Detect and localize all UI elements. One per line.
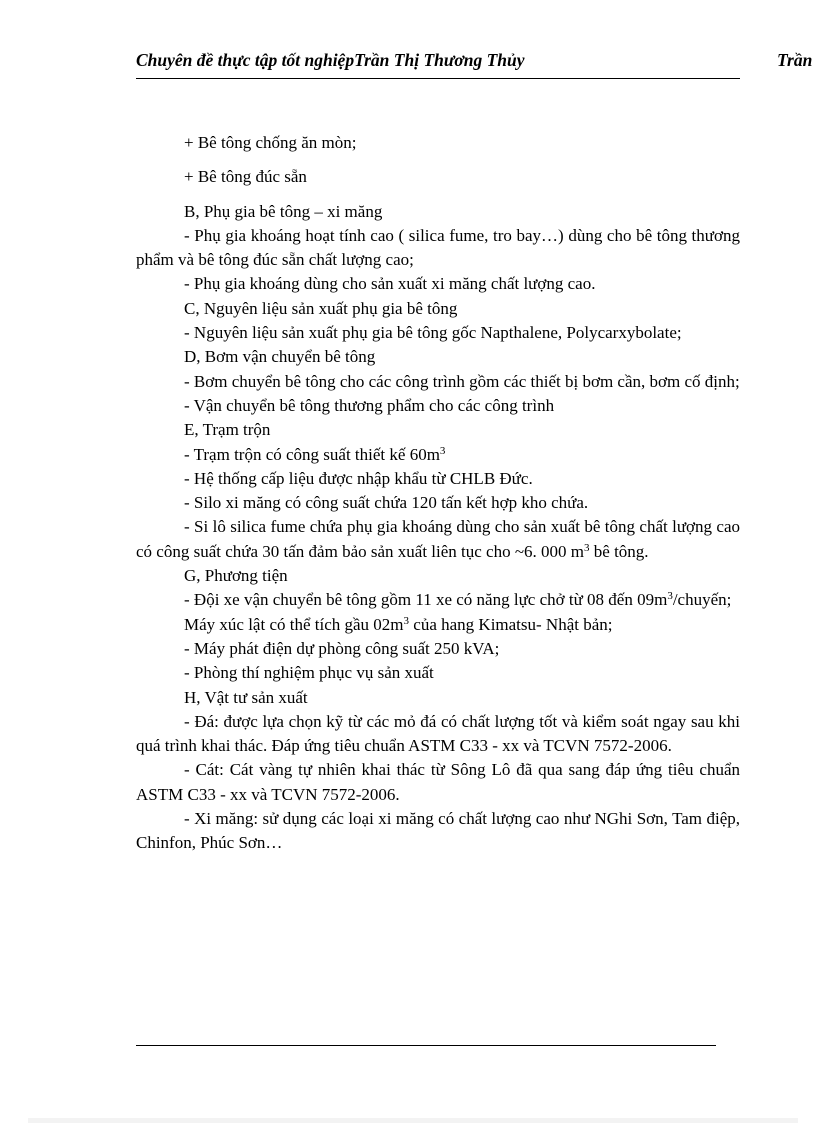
paragraph-text: - Trạm trộn có công suất thiết kế 60m bbox=[184, 444, 440, 464]
page-header bbox=[0, 50, 816, 78]
section-heading-e: E, Trạm trộn bbox=[184, 420, 271, 440]
paragraph: - Hệ thống cấp liệu được nhập khẩu từ CHLB Đức. bbox=[184, 468, 533, 488]
list-item-precast: + Bê tông đúc sẵn bbox=[184, 167, 307, 187]
list-item-anticorrosion: + Bê tông chống ăn mòn; bbox=[184, 133, 357, 152]
section-heading-d: D, Bơm vận chuyển bê tông bbox=[184, 347, 376, 367]
paragraph bbox=[136, 443, 740, 467]
paragraph: - Cát: Cát vàng tự nhiên khai thác từ Sông Lô đã qua sang đáp ứng tiêu chuẩn ASTM C33 - xx và TCVN 7572-2006. bbox=[136, 760, 740, 804]
paragraph bbox=[136, 613, 740, 637]
paragraph: - Đá: được lựa chọn kỹ từ các mỏ đá có chất lượng tốt và kiểm soát ngay sau khi quá trình khai thác. Đáp ứng tiêu chuẩn ASTM C33 - xx và TCVN 7572-2006. bbox=[136, 711, 740, 756]
paragraph: - Máy phát điện dự phòng công suất 250 kVA; bbox=[184, 638, 500, 658]
paragraph-text: - Đội xe vận chuyển bê tông gồm 11 xe có năng lực chở từ 08 đến 09m bbox=[184, 590, 668, 610]
paragraph: - Phụ gia khoáng dùng cho sản xuất xi măng chất lượng cao. bbox=[184, 274, 596, 294]
page-bottom-edge bbox=[28, 1118, 798, 1123]
paragraph: - Phụ gia khoáng hoạt tính cao ( silica fume, tro bay…) dùng cho bê tông thương phẩm và bê tông đúc sẵn chất lượng cao; bbox=[136, 225, 740, 270]
paragraph: - Nguyên liệu sản xuất phụ gia bê tông gốc Napthalene, Polycarxybolate; bbox=[184, 323, 682, 343]
paragraph-text: bê tông. bbox=[593, 541, 649, 561]
section-heading-c: C, Nguyên liệu sản xuất phụ gia bê tông bbox=[184, 298, 458, 318]
section-heading-g: G, Phương tiện bbox=[184, 566, 288, 586]
paragraph-text: /chuyến; bbox=[672, 590, 732, 610]
paragraph: - Xi măng: sử dụng các loại xi măng có chất lượng cao như NGhi Sơn, Tam điệp, Chinfon, Phúc Sơn… bbox=[136, 809, 740, 853]
paragraph: - Phòng thí nghiệm phục vụ sản xuất bbox=[184, 663, 434, 683]
header-title: Chuyên đề thực tập tốt nghiệpTrần Thị Thương Thủy bbox=[136, 50, 525, 70]
paragraph bbox=[136, 588, 740, 612]
paragraph-text: - Si lô silica fume chứa phụ gia khoáng dùng cho sản xuất bê tông chất lượng cao có công suất chứa 30 tấn đảm bảo sản xuất liên tục cho ~6. 000 m bbox=[136, 517, 740, 561]
document-body bbox=[136, 131, 740, 856]
superscript: 3 bbox=[439, 444, 446, 457]
paragraph: - Silo xi măng có công suất chứa 120 tấn kết hợp kho chứa. bbox=[184, 493, 589, 513]
superscript: 3 bbox=[667, 590, 673, 603]
section-heading-b: B, Phụ gia bê tông – xi măng bbox=[184, 201, 383, 221]
section-heading-h: H, Vật tư sản xuất bbox=[184, 687, 308, 707]
paragraph bbox=[136, 515, 740, 564]
paragraph-text: Máy xúc lật có thể tích gầu 02m bbox=[184, 614, 404, 634]
footer-rule bbox=[136, 1045, 716, 1046]
superscript: 3 bbox=[584, 541, 590, 554]
paragraph: - Bơm chuyển bê tông cho các công trình gồm các thiết bị bơm cần, bơm cố định; bbox=[184, 371, 740, 391]
header-author-overflow: Trần bbox=[777, 50, 813, 70]
paragraph-text: của hang Kimatsu- Nhật bản; bbox=[409, 614, 613, 634]
paragraph: - Vận chuyển bê tông thương phẩm cho các công trình bbox=[184, 395, 555, 415]
header-rule bbox=[136, 78, 740, 79]
superscript: 3 bbox=[403, 614, 410, 627]
